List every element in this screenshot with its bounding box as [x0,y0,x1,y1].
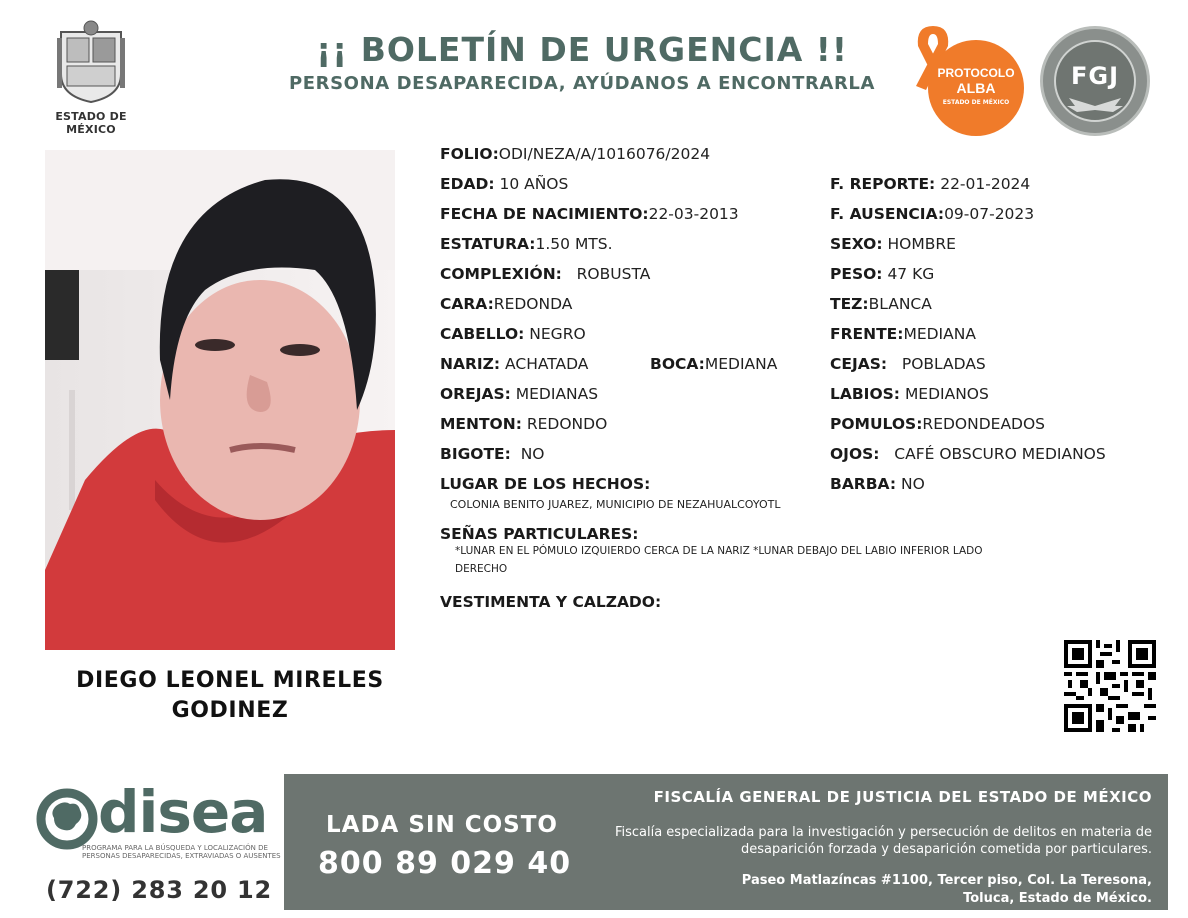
bigote-value: NO [520,445,545,463]
cabello-value: NEGRO [529,325,586,343]
labios-label: LABIOS: [830,385,900,403]
cara-value: REDONDA [493,295,573,313]
fiscalia-description: Fiscalía especializada para la investigación y persecución de delitos en materia de desaparición forzada y desaparición cometida por particulares. [614,825,1152,857]
edad-label: EDAD: [440,175,495,193]
boca-value: MEDIANA [704,355,778,373]
f-reporte-value: 22-01-2024 [940,175,1031,193]
field-peso [830,264,934,284]
estatura-label: ESTATURA: [440,235,536,253]
person-name-line1: DIEGO LEONEL MIRELES [76,668,384,693]
qr-code[interactable] [1064,640,1156,732]
cara-label: CARA: [440,295,494,313]
boca-label: BOCA: [650,355,705,373]
field-fecha-nacimiento [440,204,739,224]
coat-of-arms-icon [53,18,129,104]
field-nariz [440,354,588,374]
tez-label: TEZ: [830,295,869,313]
field-folio [440,144,710,164]
ojos-value: CAFÉ OBSCURO MEDIANOS [894,445,1106,463]
field-orejas [440,384,598,404]
bigote-label: BIGOTE: [440,445,511,463]
fiscalia-address [592,872,1152,908]
field-menton [440,414,607,434]
field-ojos [830,444,1106,464]
odisea-wordmark: disea [98,778,268,846]
labios-value: MEDIANOS [904,385,989,403]
sexo-label: SEXO: [830,235,883,253]
field-pomulos [830,414,1045,434]
vestimenta-label: VESTIMENTA Y CALZADO: [440,593,662,611]
wings-icon [1065,96,1125,114]
complexion-value: ROBUSTA [576,265,651,283]
fgj-seal-inner [1054,40,1136,122]
address-line1: Paseo Matlazíncas #1100, Tercer piso, Col. La Teresona, [741,873,1152,888]
pomulos-value: REDONDEADOS [922,415,1046,433]
senas-label: SEÑAS PARTICULARES: [440,525,639,543]
lada-label: LADA SIN COSTO [326,812,558,838]
frente-label: FRENTE: [830,325,904,343]
edad-value: 10 AÑOS [499,175,569,193]
alba-line1: PROTOCOLO [937,66,1015,80]
alba-line2: ALBA [956,80,996,96]
qr-code-icon [1064,640,1156,732]
bulletin-title-block [262,30,902,94]
field-sexo [830,234,956,254]
ojos-label: OJOS: [830,445,880,463]
sexo-value: HOMBRE [887,235,956,253]
footer-band [284,774,1168,910]
cejas-label: CEJAS: [830,355,888,373]
field-boca [650,354,777,374]
alba-badge [928,40,1024,136]
field-senas [440,524,639,544]
odisea-map-icon [36,788,98,850]
barba-label: BARBA: [830,475,897,493]
field-f-reporte [830,174,1030,194]
alba-line3: ESTADO DE MÉXICO [942,99,1010,106]
person-name-line2: GODINEZ [171,698,289,723]
field-edad [440,174,568,194]
fecha-nacimiento-label: FECHA DE NACIMIENTO: [440,205,649,223]
protocolo-alba-logo [898,20,1030,134]
field-vestimenta [440,592,661,612]
missing-person-photo [45,150,395,650]
fgj-seal-logo [1040,26,1150,136]
lugar-hechos-value: COLONIA BENITO JUAREZ, MUNICIPIO DE NEZAHUALCOYOTL [450,498,781,511]
menton-label: MENTON: [440,415,522,433]
field-f-ausencia [830,204,1034,224]
orejas-label: OREJAS: [440,385,511,403]
lada-number[interactable]: 800 89 029 40 [318,846,572,881]
odisea-phone[interactable]: (722) 283 20 12 [46,876,272,904]
field-labios [830,384,989,404]
estatura-value: 1.50 MTS. [535,235,613,253]
cejas-value: POBLADAS [901,355,986,373]
bulletin-title: ¡¡ BOLETÍN DE URGENCIA !! [316,30,848,69]
nariz-value: ACHATADA [505,355,589,373]
cabello-label: CABELLO: [440,325,525,343]
field-cejas [830,354,986,374]
peso-label: PESO: [830,265,883,283]
fecha-nacimiento-value: 22-03-2013 [648,205,739,223]
odisea-description: PROGRAMA PARA LA BÚSQUEDA Y LOCALIZACIÓN DE PERSONAS DESAPARECIDAS, EXTRAVIADAS O AUSENTES [82,844,281,860]
odisea-logo [36,778,281,876]
f-ausencia-label: F. AUSENCIA: [830,205,945,223]
field-tez [830,294,932,314]
tez-value: BLANCA [868,295,932,313]
field-cabello [440,324,586,344]
frente-value: MEDIANA [903,325,976,343]
f-reporte-label: F. REPORTE: [830,175,936,193]
field-estatura [440,234,613,254]
field-cara [440,294,572,314]
address-line2: Toluca, Estado de México. [963,891,1152,906]
field-barba [830,474,925,494]
folio-label: FOLIO: [440,145,499,163]
senas-line2: DERECHO [455,563,508,575]
complexion-label: COMPLEXIÓN: [440,265,562,283]
folio-value: ODI/NEZA/A/1016076/2024 [498,145,711,163]
fgj-label: FGJ [1070,62,1120,90]
estado-de-mexico-logo [30,18,152,136]
nariz-label: NARIZ: [440,355,501,373]
orejas-value: MEDIANAS [515,385,599,403]
state-label: ESTADO DE MÉXICO [55,110,127,136]
field-lugar-hechos [440,474,650,494]
peso-value: 47 KG [887,265,935,283]
pomulos-label: POMULOS: [830,415,923,433]
bulletin-subtitle: PERSONA DESAPARECIDA, AYÚDANOS A ENCONTRARLA [288,73,876,94]
menton-value: REDONDO [526,415,608,433]
field-complexion [440,264,650,284]
person-name [30,666,430,726]
barba-value: NO [900,475,925,493]
fiscalia-title: FISCALÍA GENERAL DE JUSTICIA DEL ESTADO DE MÉXICO [653,788,1152,806]
field-frente [830,324,976,344]
lugar-hechos-label: LUGAR DE LOS HECHOS: [440,475,651,493]
senas-line1: *LUNAR EN EL PÓMULO IZQUIERDO CERCA DE LA NARIZ *LUNAR DEBAJO DEL LABIO INFERIOR LADO [455,545,983,557]
f-ausencia-value: 09-07-2023 [944,205,1035,223]
portrait-photo-icon [45,150,395,650]
field-bigote [440,444,545,464]
